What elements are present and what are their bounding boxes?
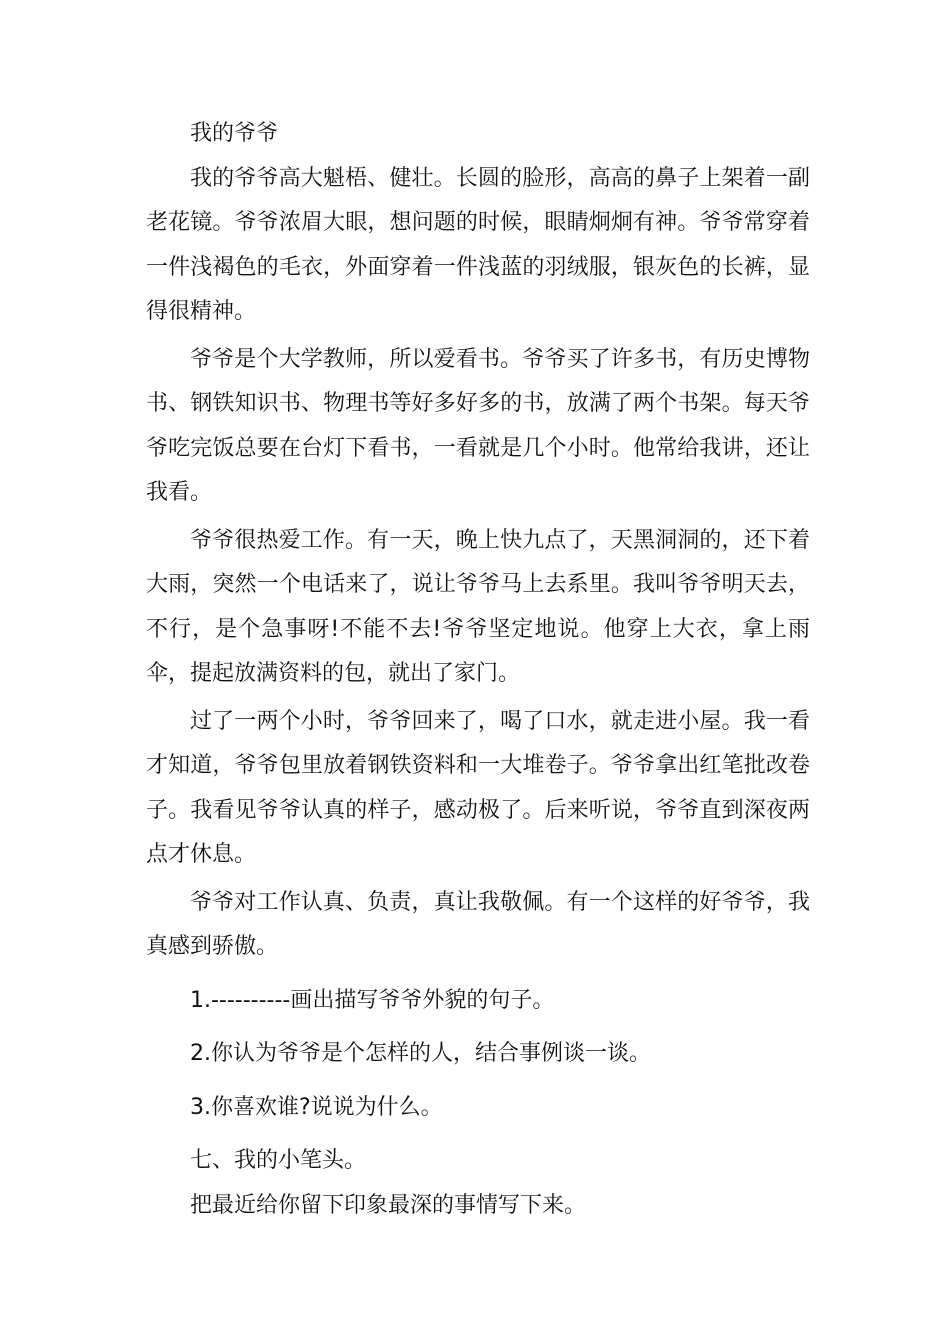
essay-paragraph-reading: 爷爷是个大学教师，所以爱看书。爷爷买了许多书，有历史博物书、钢铁知识书、物理书等好多好多的书，放满了两个书架。每天爷爷吃完饭总要在台灯下看书，一看就是几个小时。他常给我讲，还让我看。 (146, 346, 810, 505)
essay-paragraph-work-night: 爷爷很热爱工作。有一天，晚上快九点了，天黑洞洞的，还下着大雨，突然一个电话来了，说让爷爷马上去系里。我叫爷爷明天去，不行，是个急事呀!不能不去!爷爷坚定地说。他穿上大衣，拿上雨伞，提起放满资料的包，就出了家门。 (146, 527, 810, 686)
section-instruction: 把最近给你留下印象最深的事情写下来。 (190, 1192, 587, 1218)
question-2: 2.你认为爷爷是个怎样的人，结合事例谈一谈。 (190, 1041, 651, 1066)
essay-paragraph-return: 过了一两个小时，爷爷回来了，喝了口水，就走进小屋。我一看才知道，爷爷包里放着钢铁资料和一大堆卷子。爷爷拿出红笔批改卷子。我看见爷爷认真的样子，感动极了。后来听说，爷爷直到深夜两点才休息。 (146, 708, 810, 867)
question-1: 1.----------画出描写爷爷外貌的句子。 (190, 987, 555, 1013)
section-heading: 七、我的小笔头。 (190, 1148, 367, 1173)
question-3: 3.你喜欢谁?说说为什么。 (190, 1094, 443, 1120)
essay-paragraph-appearance: 我的爷爷高大魁梧、健壮。长圆的脸形，高高的鼻子上架着一副老花镜。爷爷浓眉大眼，想问题的时候，眼睛炯炯有神。爷爷常穿着一件浅褐色的毛衣，外面穿着一件浅蓝的羽绒服，银灰色的长裤，显得很精神。 (146, 165, 810, 324)
document-body (146, 112, 810, 1231)
essay-paragraph-conclusion: 爷爷对工作认真、负责，真让我敬佩。有一个这样的好爷爷，我真感到骄傲。 (146, 889, 810, 959)
essay-title: 我的爷爷 (190, 121, 279, 146)
